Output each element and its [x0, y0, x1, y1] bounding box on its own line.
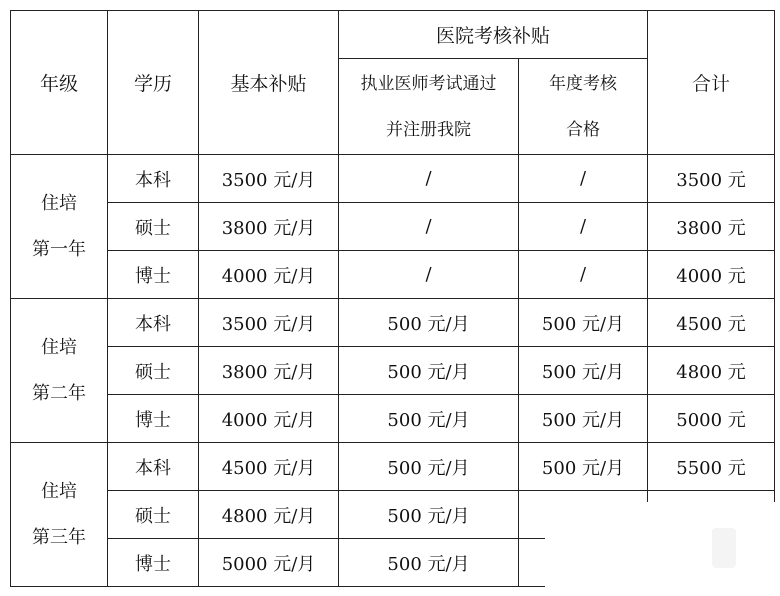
degree-cell: 本科	[108, 155, 199, 203]
total-cell: 3800 元	[648, 203, 775, 251]
total-cell: 5000 元	[648, 395, 775, 443]
license-subsidy-cell: 500 元/月	[339, 539, 519, 587]
header-hospital-assessment: 医院考核补贴	[339, 11, 648, 59]
table-row	[11, 155, 775, 203]
annual-subsidy-cell: /	[519, 251, 648, 299]
header-annual-pass	[519, 59, 648, 155]
degree-cell: 本科	[108, 299, 199, 347]
basic-subsidy-cell: 3500 元/月	[199, 155, 339, 203]
header-license-pass-line1: 执业医师考试通过	[360, 73, 497, 94]
degree-cell: 博士	[108, 251, 199, 299]
image-crop-shade	[712, 528, 736, 568]
header-annual-pass-line2: 合格	[566, 119, 600, 140]
license-subsidy-cell: 500 元/月	[339, 395, 519, 443]
header-license-pass	[339, 59, 519, 155]
header-annual-pass-line1: 年度考核	[549, 73, 617, 94]
total-cell: 3500 元	[648, 155, 775, 203]
license-subsidy-cell: 500 元/月	[339, 347, 519, 395]
grade-cell	[11, 299, 108, 443]
annual-subsidy-cell: 500 元/月	[519, 395, 648, 443]
degree-cell: 博士	[108, 395, 199, 443]
table-row	[11, 443, 775, 491]
table-row	[11, 395, 775, 443]
annual-subsidy-cell: 500 元/月	[519, 299, 648, 347]
degree-cell: 硕士	[108, 347, 199, 395]
degree-cell: 博士	[108, 539, 199, 587]
total-cell: 4000 元	[648, 251, 775, 299]
grade-line1: 住培	[41, 336, 77, 358]
degree-cell: 硕士	[108, 203, 199, 251]
table-row	[11, 347, 775, 395]
grade-line2: 第一年	[32, 238, 86, 260]
total-cell: 5500 元	[648, 443, 775, 491]
header-education: 学历	[108, 11, 199, 155]
annual-subsidy-cell: /	[519, 203, 648, 251]
basic-subsidy-cell: 3800 元/月	[199, 347, 339, 395]
license-subsidy-cell: 500 元/月	[339, 443, 519, 491]
header-grade: 年级	[11, 11, 108, 155]
grade-line1: 住培	[41, 192, 77, 214]
basic-subsidy-cell: 4800 元/月	[199, 491, 339, 539]
basic-subsidy-cell: 4000 元/月	[199, 395, 339, 443]
license-subsidy-cell: /	[339, 251, 519, 299]
license-subsidy-cell: /	[339, 203, 519, 251]
degree-cell: 本科	[108, 443, 199, 491]
basic-subsidy-cell: 3800 元/月	[199, 203, 339, 251]
header-license-pass-line2: 并注册我院	[386, 119, 471, 140]
degree-cell: 硕士	[108, 491, 199, 539]
header-basic-subsidy: 基本补贴	[199, 11, 339, 155]
grade-line2: 第二年	[32, 382, 86, 404]
grade-cell	[11, 155, 108, 299]
license-subsidy-cell: 500 元/月	[339, 299, 519, 347]
total-cell: 4800 元	[648, 347, 775, 395]
license-subsidy-cell: /	[339, 155, 519, 203]
license-subsidy-cell: 500 元/月	[339, 491, 519, 539]
annual-subsidy-cell: 500 元/月	[519, 347, 648, 395]
basic-subsidy-cell: 4000 元/月	[199, 251, 339, 299]
basic-subsidy-cell: 4500 元/月	[199, 443, 339, 491]
annual-subsidy-cell: 500 元/月	[519, 443, 648, 491]
table-row	[11, 251, 775, 299]
table-row	[11, 203, 775, 251]
subsidy-table	[10, 10, 775, 587]
grade-cell	[11, 443, 108, 587]
grade-line2: 第三年	[32, 526, 86, 548]
basic-subsidy-cell: 5000 元/月	[199, 539, 339, 587]
basic-subsidy-cell: 3500 元/月	[199, 299, 339, 347]
annual-subsidy-cell: /	[519, 155, 648, 203]
header-total: 合计	[648, 11, 775, 155]
table-row	[11, 299, 775, 347]
grade-line1: 住培	[41, 480, 77, 502]
total-cell: 4500 元	[648, 299, 775, 347]
image-crop-blank	[545, 502, 780, 596]
